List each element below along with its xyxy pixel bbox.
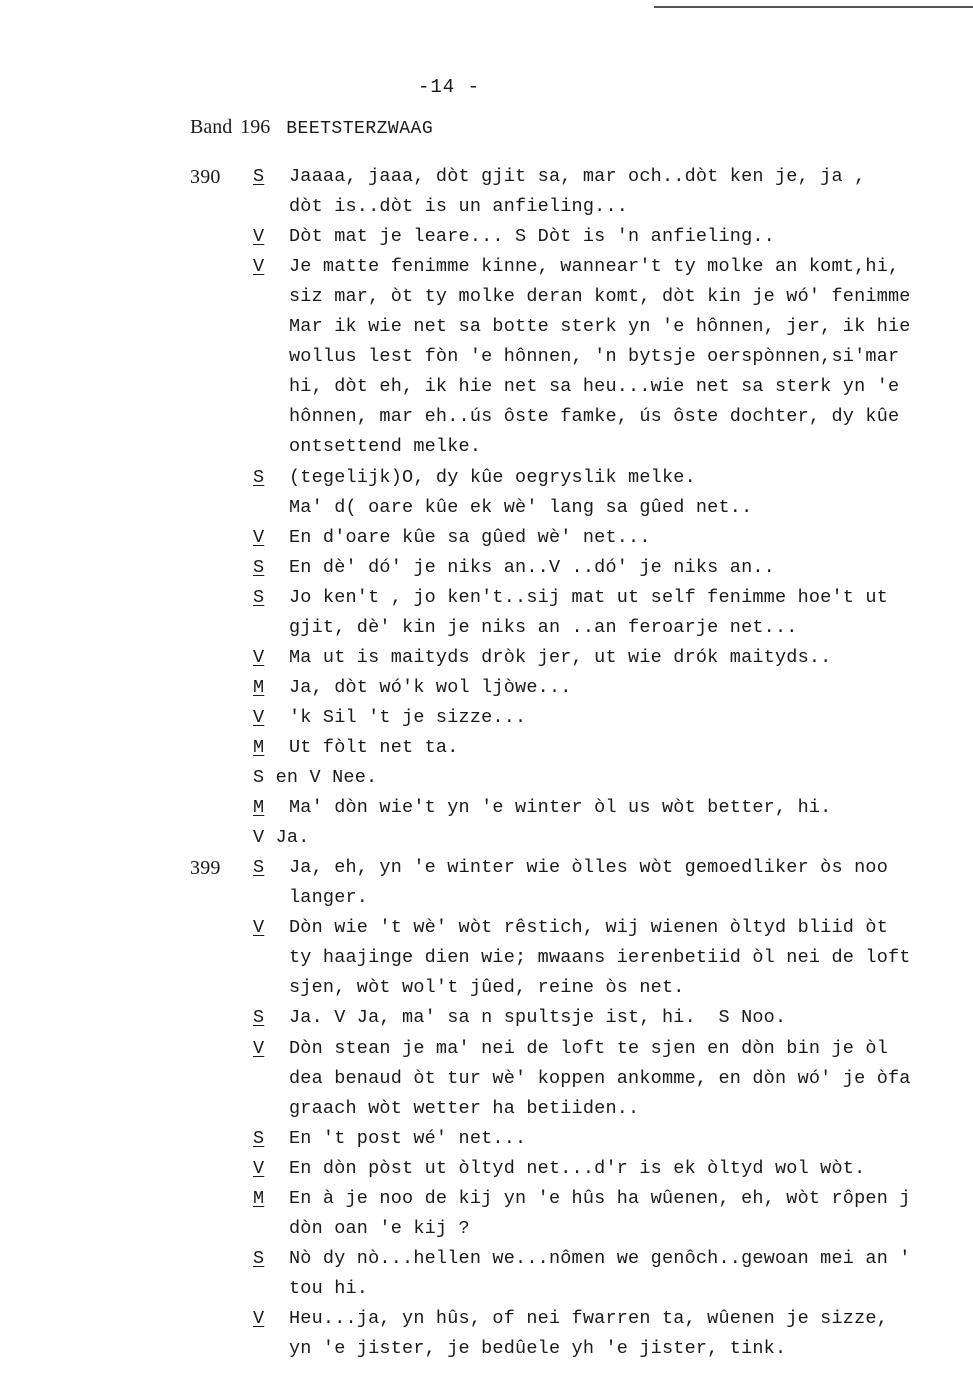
utterance-text: hi, dòt eh, ik hie net sa heu...wie net sa sterk yn 'e: [289, 376, 900, 398]
speaker-label: M: [253, 737, 265, 758]
band-label: Band: [190, 116, 233, 138]
utterance-text: En d'oare kûe sa gûed wè' net...: [289, 526, 651, 548]
utterance-text: Ja, eh, yn 'e winter wie òlles wòt gemoedliker òs noo: [289, 857, 888, 879]
speaker-label: S: [253, 166, 265, 187]
top-rule: [654, 6, 973, 8]
utterance-text: Dòn stean je ma' nei de loft te sjen en dòn bin je òl: [289, 1037, 888, 1059]
utterance-text: Ja, dòt wó'k wol ljòwe...: [289, 676, 572, 698]
utterance-text: Je matte fenimme kinne, wannear't ty molke an komt,hi,: [289, 256, 900, 278]
speaker-label: V: [253, 706, 265, 728]
utterance-text: Ma ut is maityds dròk jer, ut wie drók maityds..: [289, 646, 832, 668]
speaker-label: S: [253, 1007, 265, 1029]
utterance-text: Ma' dòn wie't yn 'e winter òl us wòt better, hi.: [289, 797, 832, 819]
speaker-label: S: [253, 556, 265, 578]
speaker-label: S: [253, 1127, 265, 1149]
utterance-text: En dòn pòst ut òltyd net...d'r is ek òltyd wol wòt.: [289, 1157, 866, 1179]
speaker-label: M: [253, 797, 265, 819]
speaker-label: V: [253, 256, 265, 278]
utterance-text: tou hi.: [289, 1277, 369, 1299]
utterance-text: S en V Nee.: [253, 767, 378, 788]
utterance-text: wollus lest fòn 'e hônnen, 'n bytsje oerspònnen,si'mar: [289, 346, 900, 368]
utterance-text: yn 'e jister, je bedûele yh 'e jister, tink.: [289, 1338, 787, 1359]
utterance-text: En à je noo de kij yn 'e hûs ha wûenen, eh, wòt rôpen j: [289, 1187, 911, 1209]
utterance-text: siz mar, òt ty molke deran komt, dòt kin je wó' fenimme: [289, 286, 911, 308]
utterance-text: ty haajinge dien wie; mwaans ierenbetiid òl nei de loft: [289, 947, 911, 969]
speaker-label: S: [253, 466, 265, 488]
utterance-text: dòn oan 'e kij ?: [289, 1217, 470, 1239]
speaker-label: V: [253, 1157, 265, 1179]
speaker-label: V: [253, 1307, 265, 1329]
speaker-label: S: [253, 1247, 265, 1269]
utterance-text: Heu...ja, yn hûs, of nei fwarren ta, wûenen je sizze,: [289, 1307, 888, 1329]
utterance-text: sjen, wòt wol't jûed, reine òs net.: [289, 977, 685, 999]
utterance-text: Jaaaa, jaaa, dòt gjit sa, mar och..dòt ken je, ja ,: [289, 166, 866, 187]
document-header: [190, 116, 433, 139]
utterance-text: Nò dy nò...hellen we...nômen we genôch..gewoan mei an ': [289, 1247, 911, 1269]
utterance-text: hônnen, mar eh..ús ôste famke, ús ôste dochter, dy kûe: [289, 406, 900, 428]
utterance-text: Ja. V Ja, ma' sa n spultsje ist, hi. S Noo.: [289, 1007, 787, 1029]
utterance-text: En 't post wé' net...: [289, 1127, 527, 1149]
utterance-text: V Ja.: [253, 827, 310, 849]
page-number: -14 -: [418, 76, 481, 98]
utterance-text: En dè' dó' je niks an..V ..dó' je niks an..: [289, 556, 775, 578]
speaker-label: V: [253, 226, 265, 248]
speaker-label: M: [253, 676, 265, 698]
band-number: 196: [240, 116, 271, 138]
speaker-label: S: [253, 857, 265, 879]
speaker-label: S: [253, 586, 265, 608]
utterance-text: Jo ken't , jo ken't..sij mat ut self fenimme hoe't ut: [289, 586, 888, 608]
speaker-label: M: [253, 1187, 265, 1209]
utterance-text: gjit, dè' kin je niks an ..an feroarje net...: [289, 616, 798, 638]
utterance-text: dòt is..dòt is un anfieling...: [289, 196, 629, 218]
utterance-text: ontsettend melke.: [289, 436, 482, 458]
speaker-label: V: [253, 917, 265, 939]
utterance-text: (tegelijk)O, dy kûe oegryslik melke.: [289, 466, 696, 488]
utterance-text: Mar ik wie net sa botte sterk yn 'e hônnen, jer, ik hie: [289, 316, 911, 338]
utterance-text: Dòt mat je leare... S Dòt is 'n anfieling..: [289, 226, 775, 248]
speaker-label: V: [253, 1037, 265, 1059]
utterance-text: 'k Sil 't je sizze...: [289, 706, 527, 728]
utterance-text: langer.: [289, 887, 369, 909]
utterance-text: dea benaud òt tur wè' koppen ankomme, en dòn wó' je òfa: [289, 1067, 911, 1089]
place-name: BEETSTERZWAAG: [286, 119, 434, 139]
line-number: 399: [190, 857, 221, 880]
line-number: 390: [190, 166, 221, 188]
speaker-label: V: [253, 526, 265, 548]
utterance-text: Ma' d( oare kûe ek wè' lang sa gûed net..: [289, 496, 753, 518]
speaker-label: V: [253, 646, 265, 668]
utterance-text: graach wòt wetter ha betiiden..: [289, 1097, 640, 1119]
utterance-text: Dòn wie 't wè' wòt rêstich, wij wienen òltyd bliid òt: [289, 917, 888, 939]
utterance-text: Ut fòlt net ta.: [289, 737, 459, 758]
